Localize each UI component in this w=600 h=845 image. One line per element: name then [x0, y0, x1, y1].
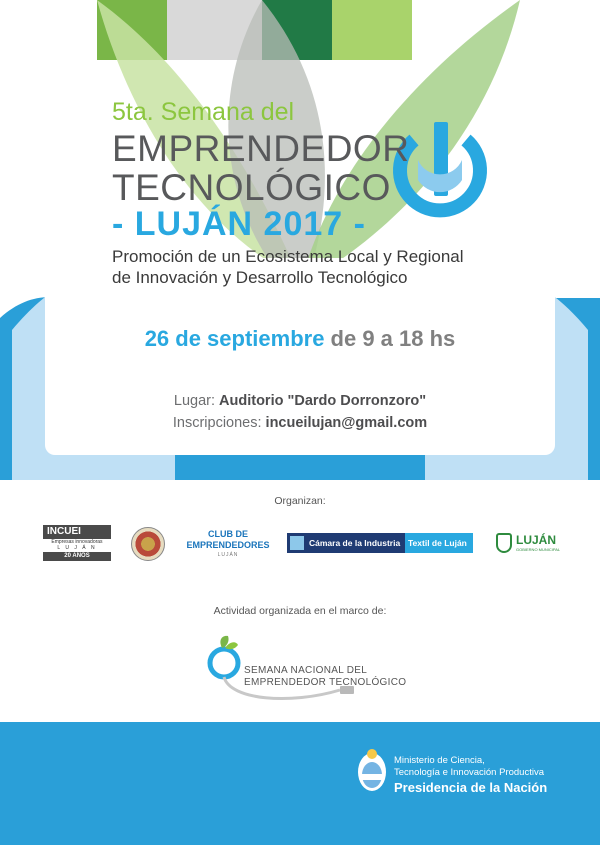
registration-email[interactable]: incueilujan@gmail.com	[265, 415, 428, 431]
title-line-1: EMPRENDEDOR	[112, 128, 410, 169]
incuei-city: L U J Á N	[57, 545, 97, 551]
club-logo-line-3: LUJÁN	[217, 552, 239, 558]
edition-heading: 5ta. Semana del	[112, 98, 295, 126]
subtitle-line-2: de Innovación y Desarrollo Tecnológico	[112, 268, 408, 287]
escudo-sun	[367, 749, 377, 759]
club-logo-line-2: EMPRENDEDORES	[186, 540, 270, 550]
event-date: 26 de septiembre	[144, 326, 325, 351]
incuei-years: 20 AÑOS	[43, 552, 111, 561]
university-seal-icon	[131, 527, 165, 561]
venue-label: Lugar:	[173, 393, 220, 409]
camara-name-part-2: Textil de Luján	[408, 538, 467, 548]
escudo-stripe	[362, 774, 382, 780]
event-time: de 9 a 18 hs	[324, 326, 456, 351]
municipio-logo	[496, 533, 562, 555]
organizers-heading: Organizan:	[274, 495, 326, 507]
incuei-logo	[43, 525, 111, 561]
venue-line	[0, 393, 600, 409]
subtitle-line-1: Promoción de un Ecosistema Local y Regional	[112, 247, 464, 266]
camara-name-part-1: Cámara de la Industria	[309, 538, 401, 548]
venue-value: Auditorio "Dardo Dorronzoro"	[219, 393, 427, 409]
municipio-name: LUJÁN	[516, 533, 557, 547]
municipio-sub: GOBIERNO MUNICIPAL	[516, 547, 561, 552]
ministry-line-1: Ministerio de Ciencia,	[394, 755, 485, 766]
club-logo-line-1: CLUB DE	[208, 529, 248, 539]
event-datetime	[0, 326, 600, 352]
top-band-lime	[332, 0, 412, 60]
incuei-tagline: Empresas innovadoras	[51, 539, 103, 545]
semana-nacional-line-1: SEMANA NACIONAL DEL	[244, 665, 368, 676]
camara-logo	[287, 533, 473, 553]
presidency-line: Presidencia de la Nación	[394, 780, 548, 795]
registration-label: Inscripciones:	[172, 415, 266, 431]
registration-line	[0, 415, 600, 431]
camara-flag-icon	[290, 536, 304, 550]
title-line-2: TECNOLÓGICO	[112, 167, 391, 208]
location-year: - LUJÁN 2017 -	[112, 205, 366, 243]
ministry-line-2: Tecnología e Innovación Productiva	[394, 767, 544, 778]
incuei-name: INCUEI	[43, 525, 111, 539]
framework-heading: Actividad organizada en el marco de:	[213, 605, 387, 617]
municipio-shield-icon	[496, 533, 512, 553]
semana-nacional-line-2: EMPRENDEDOR TECNOLÓGICO	[244, 677, 407, 688]
